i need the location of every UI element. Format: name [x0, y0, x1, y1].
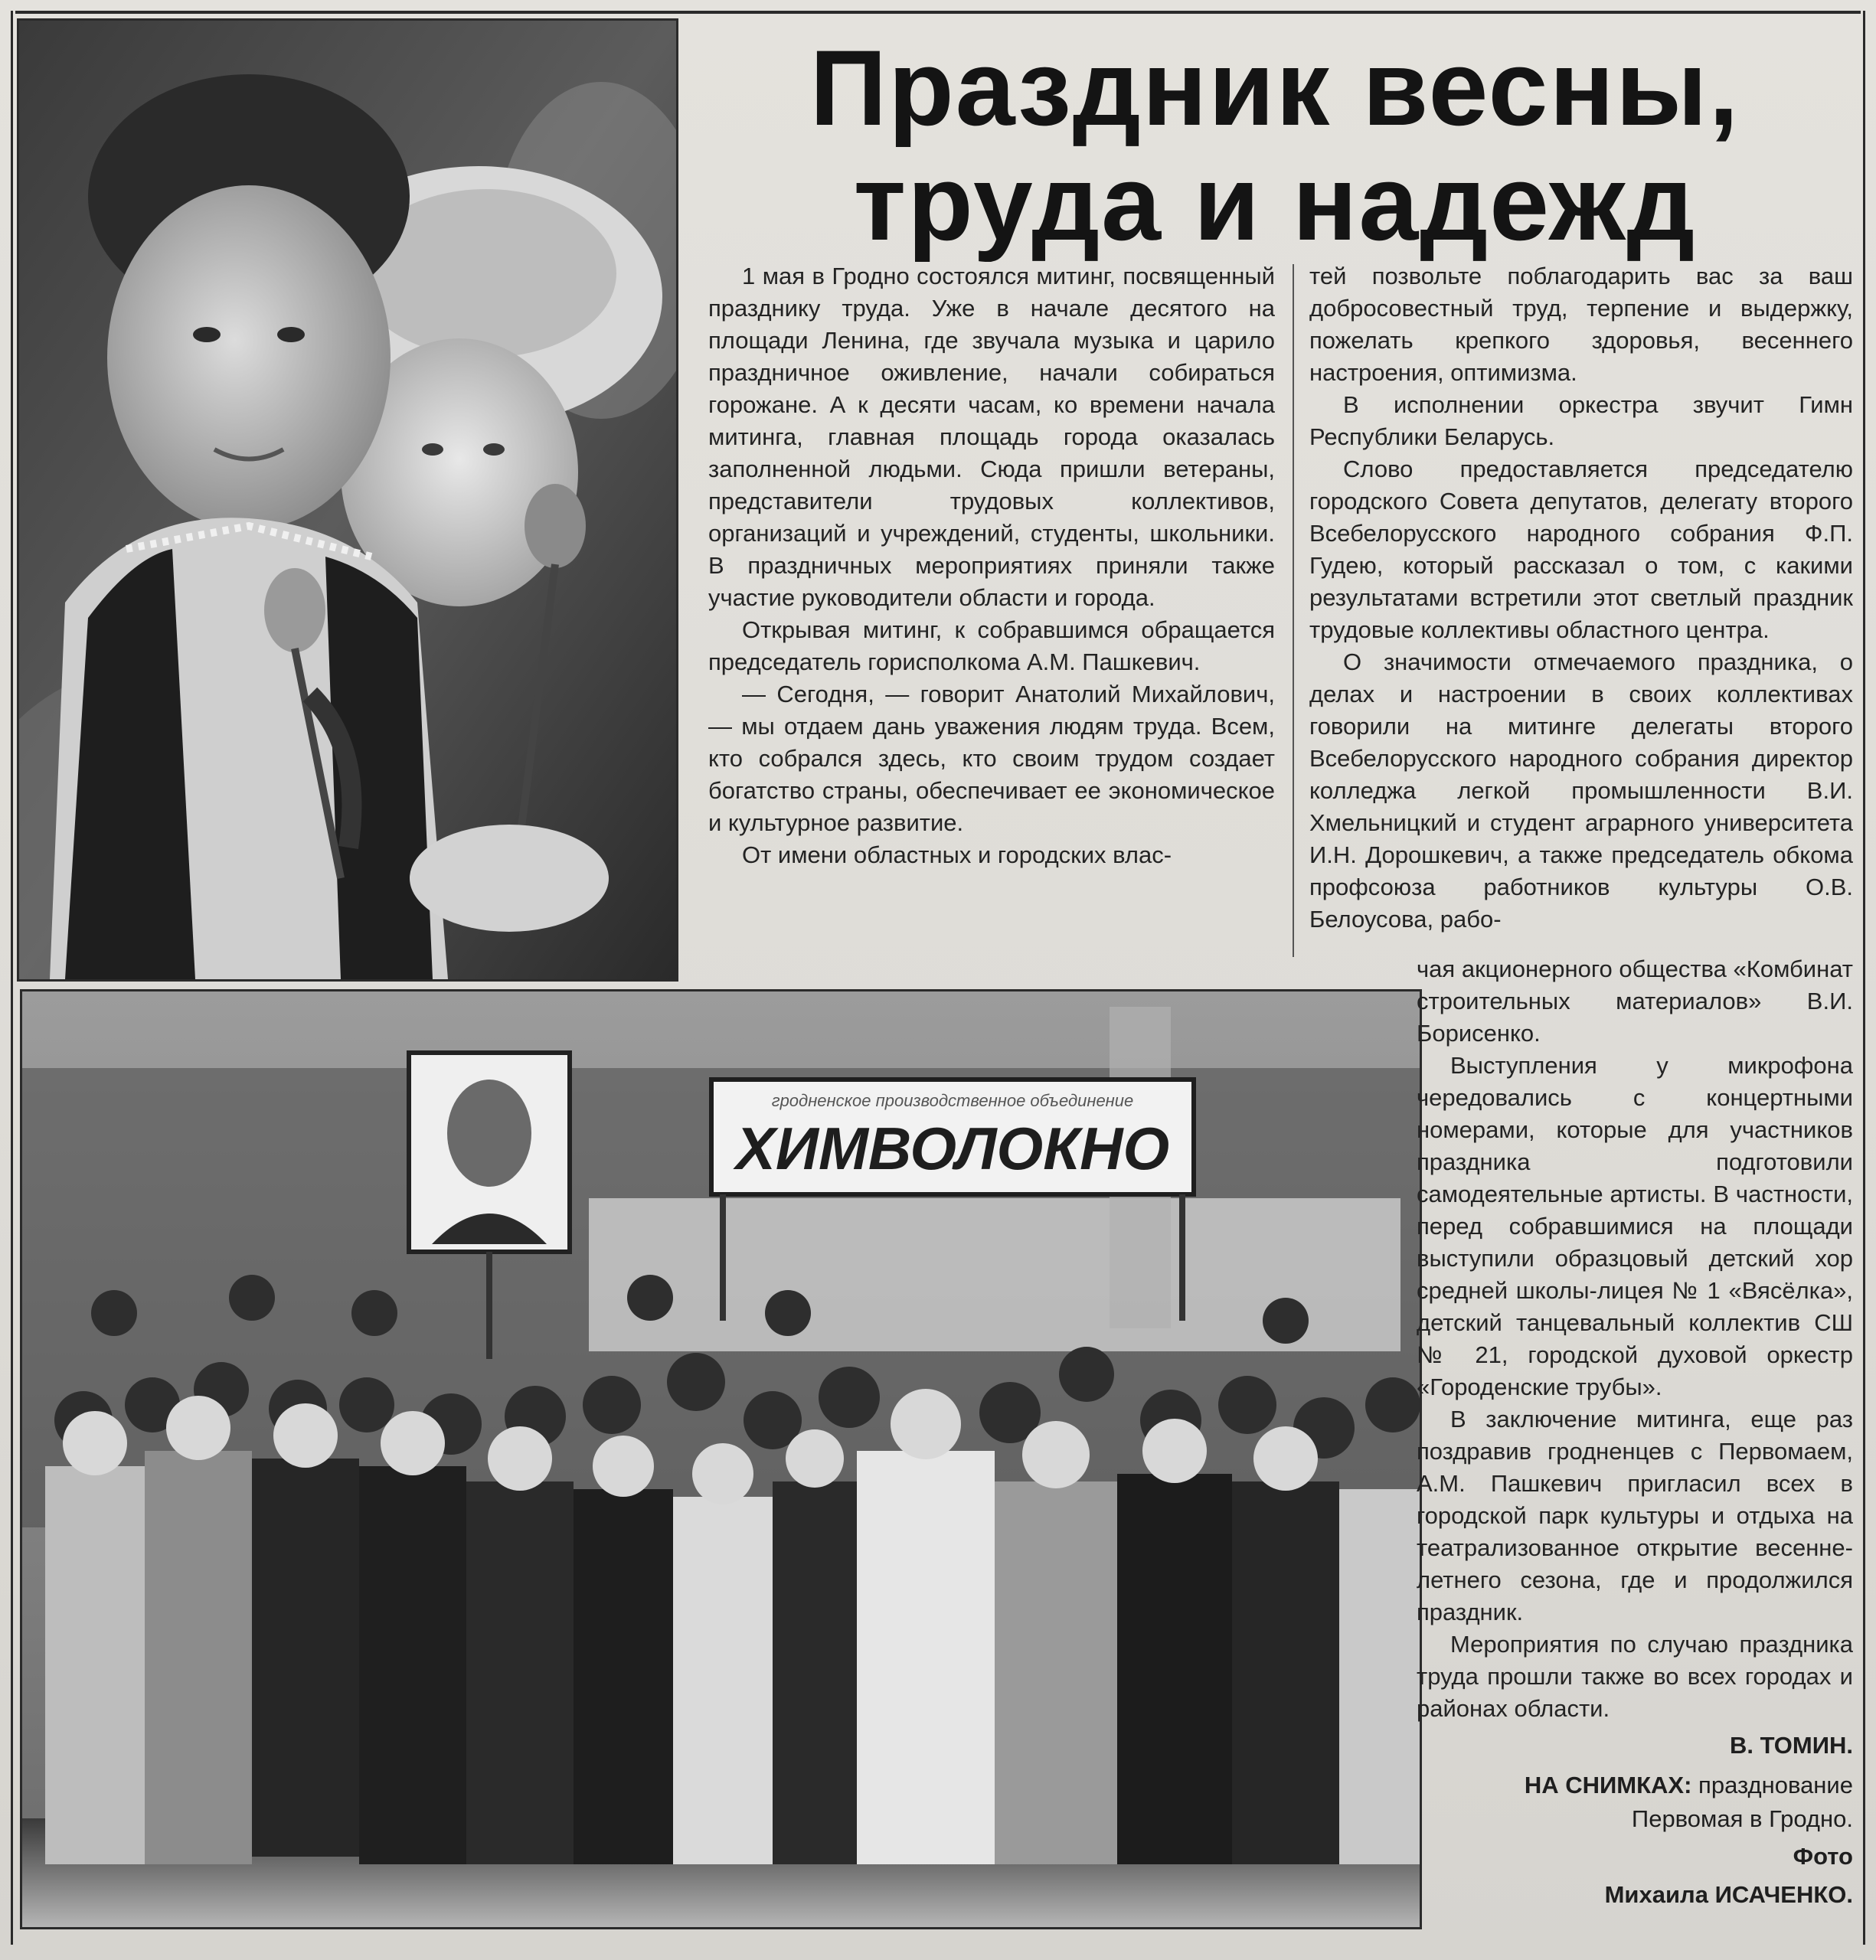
- photo-credit: [1516, 1838, 1853, 1914]
- article-paragraph: Мероприятия по случаю праздника труда прошли также во всех городах и районах области.: [1417, 1631, 1853, 1722]
- article-column-3: [1417, 953, 1853, 1725]
- article-paragraph: тей позвольте поблагодарить вас за ваш добросовестный труд, терпение и выдержку, пожелать крепкого здоровья, весеннего настроения, оптимизма.: [1309, 263, 1853, 386]
- left-border-rule: [11, 11, 13, 1945]
- article-paragraph: Слово предоставляется председателю городского Совета депутатов, делегату второго Всебелорусского народного собрания Ф.П. Гудею, который рассказал о том, с какими результатами встретили этот светлый праздник трудовые коллективы областного центра.: [1309, 456, 1853, 643]
- article-column-1: [708, 260, 1275, 871]
- caption-text: празднование Первомая в Гродно.: [1631, 1772, 1853, 1832]
- article-paragraph: Открывая митинг, к собравшимся обращается председатель горисполкома А.М. Пашкевич.: [708, 616, 1275, 675]
- article-column-2: [1309, 260, 1853, 936]
- author-signature: В. ТОМИН.: [1730, 1732, 1853, 1759]
- right-border-rule: [1863, 11, 1865, 1945]
- top-border-rule: [15, 11, 1861, 14]
- article-paragraph: 1 мая в Гродно состоялся митинг, посвященный празднику труда. Уже в начале десятого на площади Ленина, где звучала музыка и царило праздничное оживление, начали собираться горожане. А к десяти часам, ко времени начала митинга, главная площадь города оказалась заполненной людьми. Сюда пришли ветераны, представители трудовых коллективов, организаций и учреждений, студенты, школьники. В праздничных мероприятиях приняли также участие руководители области и города.: [708, 263, 1275, 611]
- article-paragraph: Выступления у микрофона чередовались с концертными номерами, которые для участников праздника подготовили самодеятельные артисты. В частности, перед собравшимися на площади выступили образцовый детский хор средней школы-лицея № 1 «Вясёлка», детский танцевальный коллектив СШ № 21, городской духовой оркестр «Городенские трубы».: [1417, 1052, 1853, 1400]
- photo-children-with-tulips: [17, 18, 678, 982]
- article-paragraph: чая акционерного общества «Комбинат строительных материалов» В.И. Борисенко.: [1417, 956, 1853, 1047]
- banner-small-text: гродненское производственное объединение: [771, 1091, 1134, 1110]
- article-paragraph: В заключение митинга, еще раз поздравив гродненцев с Первомаем, А.М. Пашкевич пригласил всех в городской парк культуры и отдыха на театрализованное открытие весенне-летнего сезона, где и продолжился праздник.: [1417, 1406, 1853, 1625]
- photo-credit-name: Михаила ИСАЧЕНКО.: [1604, 1881, 1853, 1908]
- headline: [689, 28, 1861, 263]
- photo-credit-label: Фото: [1793, 1843, 1853, 1870]
- photo-caption: [1440, 1769, 1853, 1836]
- banner-big-text: ХИМВОЛОКНО: [735, 1115, 1170, 1182]
- photo-may-day-crowd: [20, 989, 1422, 1929]
- article-paragraph: О значимости отмечаемого праздника, о делах и настроении в своих коллективах говорили на митинге делегаты второго Всебелорусского народного собрания директор колледжа легкой промышленности В.И. Хмельницкий и студент аграрного университета И.Н. Дорошкевич, а также председатель обкома профсоюза работников культуры О.В. Белоусова, рабо-: [1309, 648, 1853, 933]
- headline-line-1: Праздник весны,: [809, 28, 1740, 148]
- headline-line-2: труда и надежд: [853, 142, 1697, 263]
- article-paragraph: От имени областных и городских влас-: [742, 841, 1172, 868]
- column-divider: [1293, 264, 1294, 957]
- caption-lead: НА СНИМКАХ:: [1524, 1772, 1692, 1798]
- article-paragraph: — Сегодня, — говорит Анатолий Михайлович, — мы отдаем дань уважения людям труда. Всем, кто собрался здесь, кто своим трудом создает богатство страны, обеспечивает ее экономическое и культурное развитие.: [708, 681, 1275, 836]
- article-paragraph: В исполнении оркестра звучит Гимн Республики Беларусь.: [1309, 391, 1853, 450]
